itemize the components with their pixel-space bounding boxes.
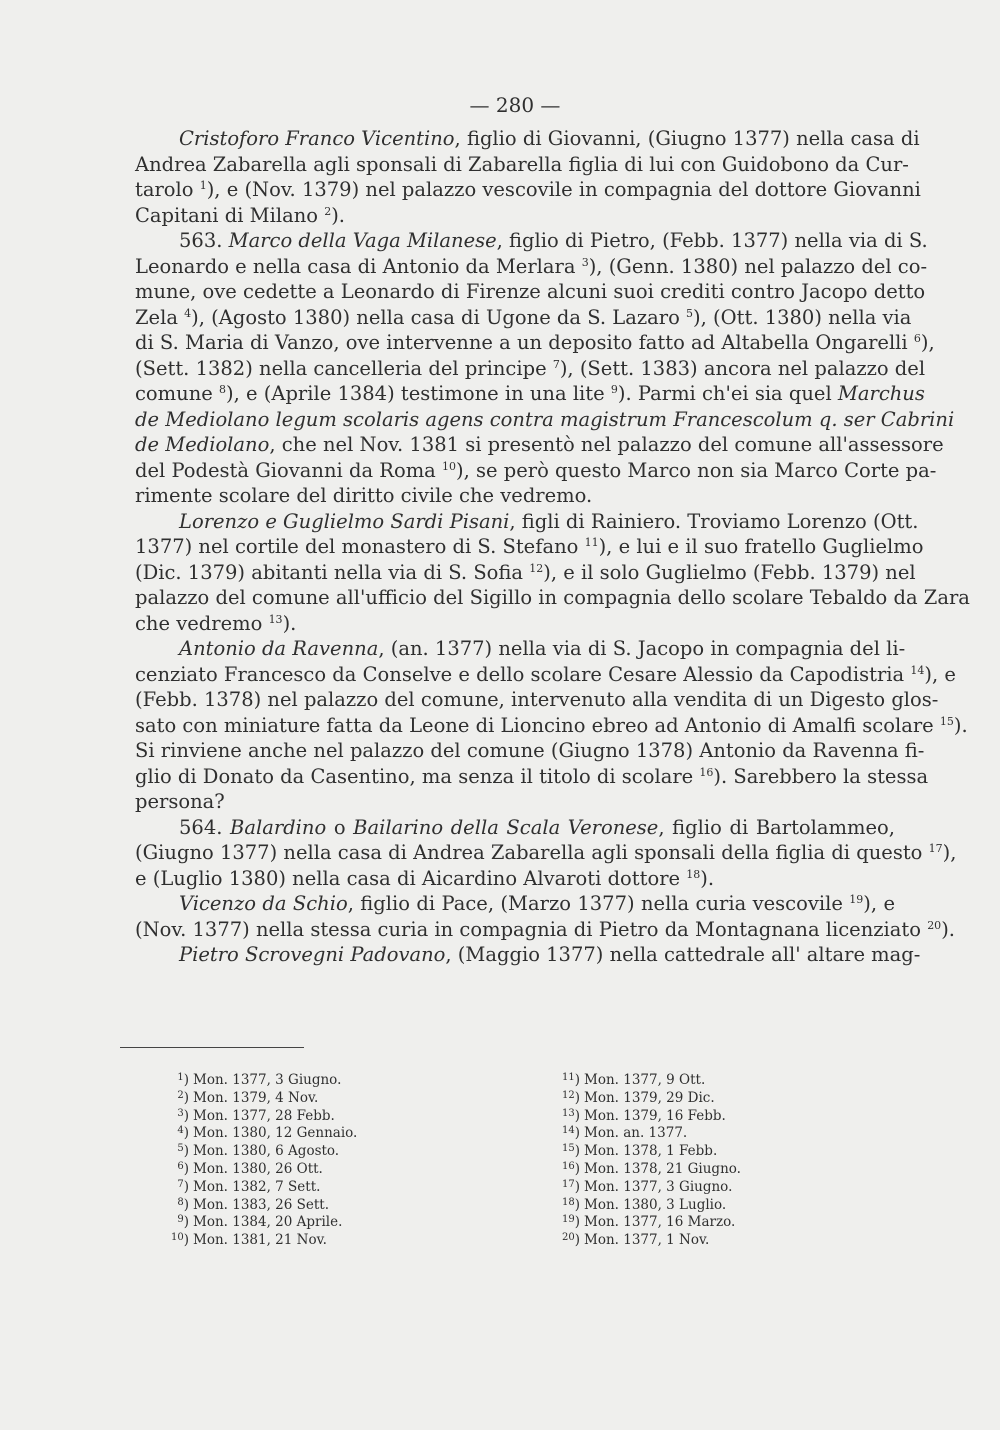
text-run: , figlio di Bartolammeo, — [658, 815, 895, 839]
text-line — [135, 254, 928, 280]
text-run: (Dic. 1379) abitanti nella via di S. Sofia — [135, 560, 530, 584]
text-line — [135, 917, 955, 943]
text-line — [135, 407, 955, 433]
text-run: ). — [282, 611, 297, 635]
footnote-ref: 18 — [686, 867, 701, 881]
footnote-text: Mon. 1379, 16 Febb. — [584, 1107, 726, 1124]
footnote-number: $^7$) — [177, 1178, 189, 1195]
italic-name: Vicenzo da Schio — [179, 892, 348, 915]
text-run: , figlio di Giovanni, (Giugno 1377) nella casa di — [454, 127, 920, 150]
footnote — [165, 1179, 357, 1197]
text-run: ). Parmi ch'ei sia quel — [617, 382, 838, 405]
footnote-number: $^{19}$) — [561, 1214, 580, 1231]
text-run: ), — [920, 331, 935, 354]
footnote-number: $^8$) — [177, 1196, 189, 1213]
text-run: comune — [135, 382, 220, 405]
footnote-number: $^{14}$) — [561, 1125, 580, 1142]
text-run: ), (Agosto 1380) nella casa di Ugone da S. Lazaro — [191, 305, 687, 329]
footnote-number: $^{18}$) — [561, 1196, 580, 1213]
text-run: Leonardo e nella casa di Antonio da Merlara — [135, 254, 582, 278]
footnote-ref: 3 — [581, 255, 589, 269]
footnote — [165, 1125, 357, 1143]
footnote-text: Mon. 1381, 21 Nov. — [193, 1232, 327, 1249]
footnote — [556, 1214, 741, 1232]
text-line — [135, 866, 895, 892]
footnote-number: $^1$) — [177, 1072, 189, 1088]
italic-name: de Mediolano — [135, 433, 270, 456]
footnote — [165, 1090, 357, 1108]
footnote-text: Mon. 1379, 4 Nov. — [193, 1089, 319, 1106]
text-line — [135, 432, 944, 458]
footnote-number: $^{11}$) — [561, 1072, 580, 1088]
text-run: o — [326, 815, 354, 839]
footnote-text: Mon. 1377, 1 Nov. — [584, 1232, 710, 1249]
footnote — [556, 1072, 741, 1090]
text-run: , figli di Rainiero. Troviamo Lorenzo (Ott. — [509, 509, 919, 533]
italic-name: Bailarino della Scala Veronese — [353, 815, 659, 839]
footnote-number: $^{10}$) — [170, 1232, 189, 1249]
text-run: ), e — [863, 892, 896, 915]
footnote-number: $^{12}$) — [561, 1089, 580, 1106]
footnote-text: Mon. 1379, 29 Dic. — [584, 1089, 715, 1106]
text-line — [135, 279, 926, 305]
footnote-ref: 15 — [939, 714, 954, 728]
text-line — [135, 203, 895, 229]
text-run: (Nov. 1377) nella stessa curia in compagnia di Pietro da Montagnana licenziato — [135, 917, 928, 941]
footnote-separator — [120, 1047, 304, 1048]
footnotes-right-column — [556, 1072, 741, 1250]
text-run: Capitani di Milano — [135, 203, 325, 227]
footnote — [165, 1143, 357, 1161]
text-line — [135, 764, 929, 790]
text-run: mune, ove cedette a Leonardo di Firenze alcuni suoi crediti contro Jacopo detto — [135, 280, 926, 303]
text-run: ). — [953, 713, 968, 737]
text-run: Zela — [135, 305, 185, 329]
text-run: e (Luglio 1380) nella casa di Aicardino Alvaroti dottore — [135, 866, 687, 890]
italic-name: Marco della Vaga Milanese — [228, 229, 497, 252]
footnote-text: Mon. 1378, 1 Febb. — [584, 1143, 718, 1160]
footnotes-left-column — [165, 1072, 357, 1250]
footnote-number: $^{17}$) — [561, 1178, 580, 1195]
footnote-text: Mon. 1382, 7 Sett. — [193, 1178, 321, 1195]
text-run: persona? — [135, 790, 225, 813]
footnote-text: Mon. 1378, 21 Giugno. — [584, 1160, 741, 1177]
text-line — [135, 942, 921, 968]
footnote-ref: 4 — [184, 306, 192, 320]
footnote-number: $^{15}$) — [561, 1143, 580, 1160]
footnote — [556, 1108, 741, 1126]
footnote-text: Mon. 1377, 3 Giugno. — [193, 1072, 342, 1088]
text-run: (Giugno 1377) nella casa di Andrea Zabarella agli sponsali della figlia di questo — [135, 841, 929, 864]
italic-name: Balardino — [230, 815, 327, 839]
text-line — [135, 534, 924, 560]
page-number: — 280 — — [469, 93, 561, 117]
italic-name: Pietro Scrovegni Padovano — [179, 943, 446, 966]
text-line — [135, 662, 956, 688]
footnote-number: $^6$) — [177, 1160, 189, 1177]
footnote-number: $^5$) — [177, 1143, 189, 1160]
text-run: , figlio di Pietro, (Febb. 1377) nella via di S. — [496, 229, 928, 252]
text-run: (Febb. 1378) nel palazzo del comune, intervenuto alla vendita di un Digesto glos- — [135, 688, 939, 711]
footnote-ref: 10 — [442, 459, 457, 473]
footnote-ref: 1 — [199, 179, 207, 192]
italic-name: Cristoforo Franco Vicentino — [179, 127, 455, 150]
footnote-ref: 8 — [219, 383, 227, 396]
text-run: ), e (Nov. 1379) nel palazzo vescovile in compagnia del dottore Giovanni — [206, 178, 921, 201]
text-run: Si rinviene anche nel palazzo del comune (Giugno 1378) Antonio da Ravenna fi- — [135, 739, 925, 762]
text-line — [135, 611, 895, 637]
text-line — [135, 483, 895, 509]
text-run: ), e il solo Guglielmo (Febb. 1379) nel — [543, 560, 916, 584]
footnote — [556, 1090, 741, 1108]
text-run: ), (Ott. 1380) nella via — [693, 305, 912, 329]
text-run: palazzo del comune all'ufficio del Sigillo in compagnia dello scolare Tebaldo da Zara — [135, 586, 970, 609]
text-line — [135, 891, 895, 917]
text-line — [135, 713, 968, 739]
footnote-ref: 9 — [610, 383, 618, 396]
footnote — [556, 1143, 741, 1161]
footnote-ref: 5 — [686, 306, 694, 320]
footnote — [556, 1161, 741, 1179]
footnote-number: $^3$) — [177, 1107, 189, 1124]
text-run: 564. — [179, 815, 231, 839]
footnote-text: Mon. 1380, 26 Ott. — [193, 1160, 323, 1177]
footnote — [556, 1125, 741, 1143]
footnote — [556, 1232, 741, 1250]
italic-name: Marchus — [837, 382, 925, 405]
text-line — [135, 840, 957, 866]
text-line — [135, 152, 909, 178]
footnote-ref: 2 — [324, 204, 332, 218]
footnote-ref: 7 — [552, 357, 560, 371]
text-run: (Sett. 1382) nella cancelleria del principe — [135, 356, 553, 380]
text-line — [135, 177, 921, 203]
footnote-text: Mon. 1383, 26 Sett. — [193, 1196, 330, 1213]
text-run: rimente scolare del diritto civile che vedremo. — [135, 484, 593, 507]
text-run: ). — [941, 917, 955, 941]
footnote-text: Mon. 1380, 6 Agosto. — [193, 1143, 340, 1160]
text-line — [135, 687, 939, 713]
footnote — [556, 1179, 741, 1197]
text-run: , che nel Nov. 1381 si presentò nel palazzo del comune all'assessore — [269, 433, 944, 456]
footnote-text: Mon. 1377, 9 Ott. — [584, 1072, 706, 1088]
text-run: ). Sarebbero la stessa — [713, 764, 929, 788]
footnote-ref: 13 — [268, 612, 283, 626]
footnote-text: Mon. 1377, 16 Marzo. — [584, 1214, 736, 1231]
text-line — [135, 636, 906, 662]
footnote-ref: 17 — [928, 842, 943, 855]
text-run: che vedremo — [135, 611, 269, 635]
text-run: ), e — [924, 662, 956, 686]
footnote-text: Mon. 1380, 12 Gennaio. — [193, 1125, 358, 1142]
footnote — [165, 1232, 357, 1250]
text-run: , figlio di Pace, (Marzo 1377) nella curia vescovile — [347, 892, 850, 915]
text-line — [135, 126, 920, 152]
footnote — [165, 1161, 357, 1179]
text-line — [135, 789, 895, 815]
footnote — [165, 1197, 357, 1215]
footnote-text: Mon. 1377, 28 Febb. — [193, 1107, 335, 1124]
footnote-ref: 16 — [699, 765, 714, 779]
text-run: sato con miniature fatta da Leone di Lioncino ebreo ad Antonio di Amalfi scolare — [135, 713, 940, 737]
italic-name: de Mediolano legum scolaris agens contra magistrum Francescolum q. ser Cabrini — [135, 407, 955, 431]
footnote-number: $^{13}$) — [561, 1107, 580, 1124]
text-line — [135, 305, 912, 331]
text-run: ). — [331, 203, 346, 227]
text-line — [135, 228, 928, 254]
footnote-text: Mon. 1380, 3 Luglio. — [584, 1196, 727, 1213]
footnote — [165, 1108, 357, 1126]
italic-name: Lorenzo e Guglielmo Sardi Pisani — [179, 509, 510, 533]
text-run: , (Maggio 1377) nella cattedrale all' altare mag- — [445, 943, 921, 966]
text-line — [135, 356, 926, 382]
text-run: ), (Sett. 1383) ancora nel palazzo del — [559, 356, 926, 380]
text-line — [135, 330, 935, 356]
footnote-number: $^2$) — [177, 1089, 189, 1106]
text-run: ), (Genn. 1380) nel palazzo del co- — [588, 254, 928, 278]
footnote-ref: 11 — [584, 536, 599, 549]
footnote-ref: 19 — [849, 893, 864, 906]
footnote-ref: 20 — [927, 918, 942, 932]
footnote-number: $^9$) — [177, 1214, 189, 1231]
text-run: Andrea Zabarella agli sponsali di Zabarella figlia di lui con Guidobono da Cur- — [135, 152, 909, 176]
footnote-ref: 14 — [910, 663, 925, 677]
text-run: cenziato Francesco da Conselve e dello scolare Cesare Alessio da Capodistria — [135, 662, 911, 686]
text-run: del Podestà Giovanni da Roma — [135, 458, 443, 482]
footnote — [556, 1197, 741, 1215]
body-text — [135, 126, 970, 968]
text-line — [135, 815, 895, 841]
text-line — [135, 585, 970, 611]
text-run: ), e (Aprile 1384) testimone in una lite — [226, 382, 611, 405]
footnote-number: $^{20}$) — [561, 1232, 580, 1249]
text-run: , (an. 1377) nella via di S. Jacopo in compagnia del li- — [378, 637, 906, 660]
text-run: di S. Maria di Vanzo, ove intervenne a un deposito fatto ad Altabella Ongarelli — [135, 331, 914, 354]
text-run: tarolo — [135, 178, 200, 201]
text-run: ), se però questo Marco non sia Marco Corte pa- — [456, 458, 937, 482]
footnote-number: $^{16}$) — [561, 1160, 580, 1177]
footnote-text: Mon. an. 1377. — [584, 1125, 688, 1142]
text-run: 563. — [179, 229, 229, 252]
text-run: ). — [700, 866, 715, 890]
footnote-number: $^4$) — [177, 1125, 189, 1142]
footnote-text: Mon. 1384, 20 Aprile. — [193, 1214, 343, 1231]
text-line — [135, 509, 919, 535]
text-run: 1377) nel cortile del monastero di S. Stefano — [135, 535, 585, 558]
footnote-text: Mon. 1377, 3 Giugno. — [584, 1178, 733, 1195]
text-line — [135, 458, 937, 484]
text-run: ), e lui e il suo fratello Guglielmo — [598, 535, 924, 558]
text-line — [135, 381, 925, 407]
footnote — [165, 1072, 357, 1090]
footnote-ref: 6 — [913, 332, 921, 345]
footnote-ref: 12 — [529, 561, 544, 575]
footnote — [165, 1214, 357, 1232]
text-line — [135, 738, 925, 764]
text-run: ), — [942, 841, 957, 864]
text-run: glio di Donato da Casentino, ma senza il titolo di scolare — [135, 764, 700, 788]
text-line — [135, 560, 916, 586]
italic-name: Antonio da Ravenna — [179, 637, 379, 660]
